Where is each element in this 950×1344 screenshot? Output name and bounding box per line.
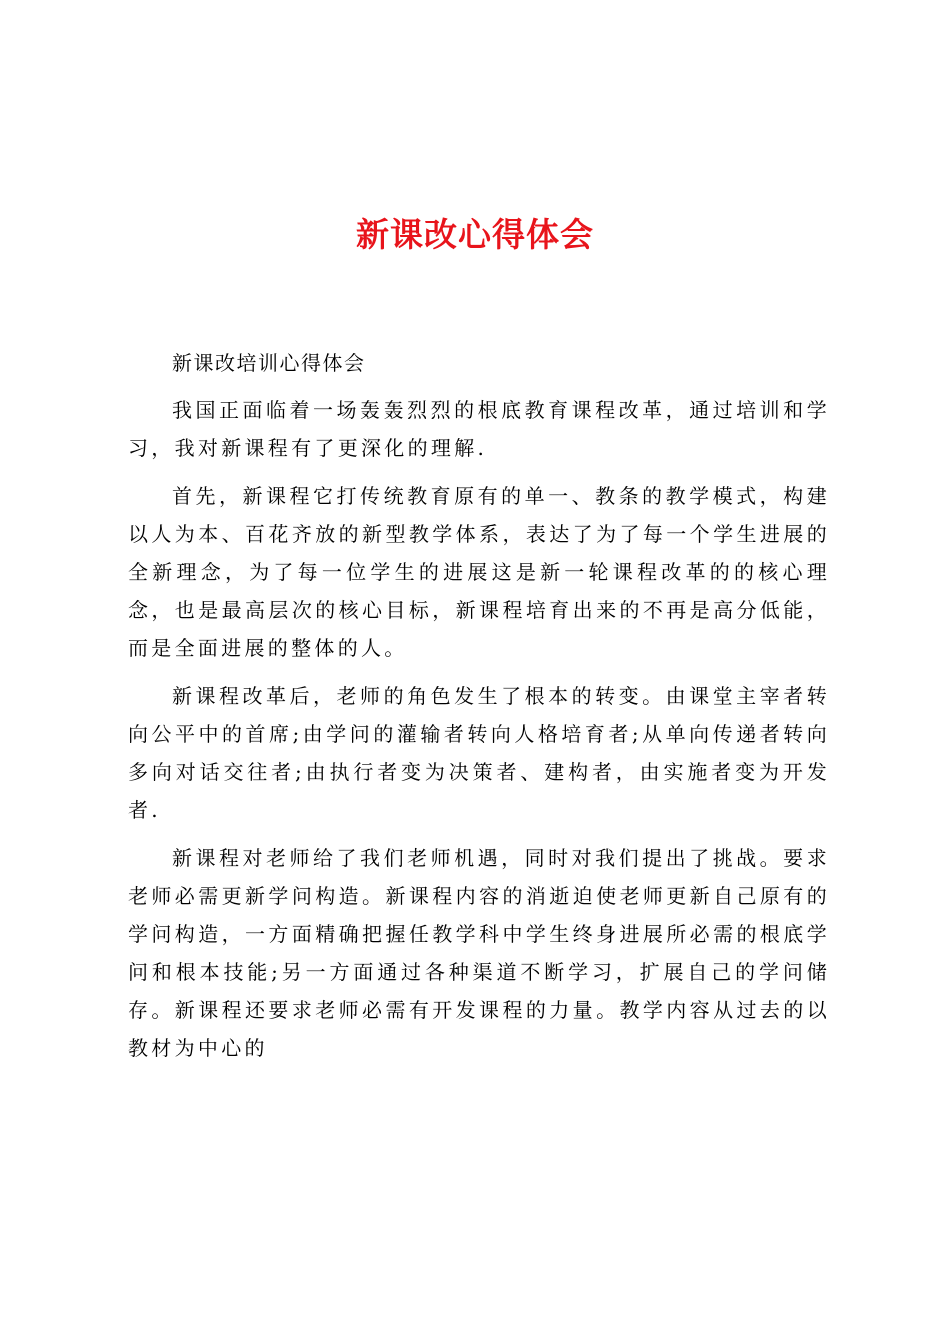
paragraph-4: 新课程对老师给了我们老师机遇，同时对我们提出了挑战。要求老师必需更新学问构造。新课程内容的消逝迫使老师更新自己原有的学问构造，一方面精确把握任教学科中学生终身进展所必需的根底学问和根本技能;另一方面通过各种渠道不断学习，扩展自己的学问储存。新课程还要求老师必需有开发课程的力量。教学内容从过去的以教材为中心的 — [128, 846, 830, 1060]
paragraph-1: 我国正面临着一场轰轰烈烈的根底教育课程改革，通过培训和学习，我对新课程有了更深化的理解. — [128, 398, 830, 460]
document-subtitle: 新课改培训心得体会 — [172, 351, 366, 375]
document-title: 新课改心得体会 — [356, 215, 594, 254]
paragraph-3: 新课程改革后，老师的角色发生了根本的转变。由课堂主宰者转向公平中的首席;由学问的灌输者转向人格培育者;从单向传递者转向多向对话交往者;由执行者变为决策者、建构者，由实施者变为开发者. — [128, 684, 830, 822]
document-body — [128, 344, 830, 1077]
paragraph-2: 首先，新课程它打传统教育原有的单一、教条的教学模式，构建以人为本、百花齐放的新型教学体系，表达了为了每一个学生进展的全新理念，为了每一位学生的进展这是新一轮课程改革的的核心理念，也是最高层次的核心目标，新课程培育出来的不再是高分低能，而是全面进展的整体的人。 — [128, 484, 830, 660]
